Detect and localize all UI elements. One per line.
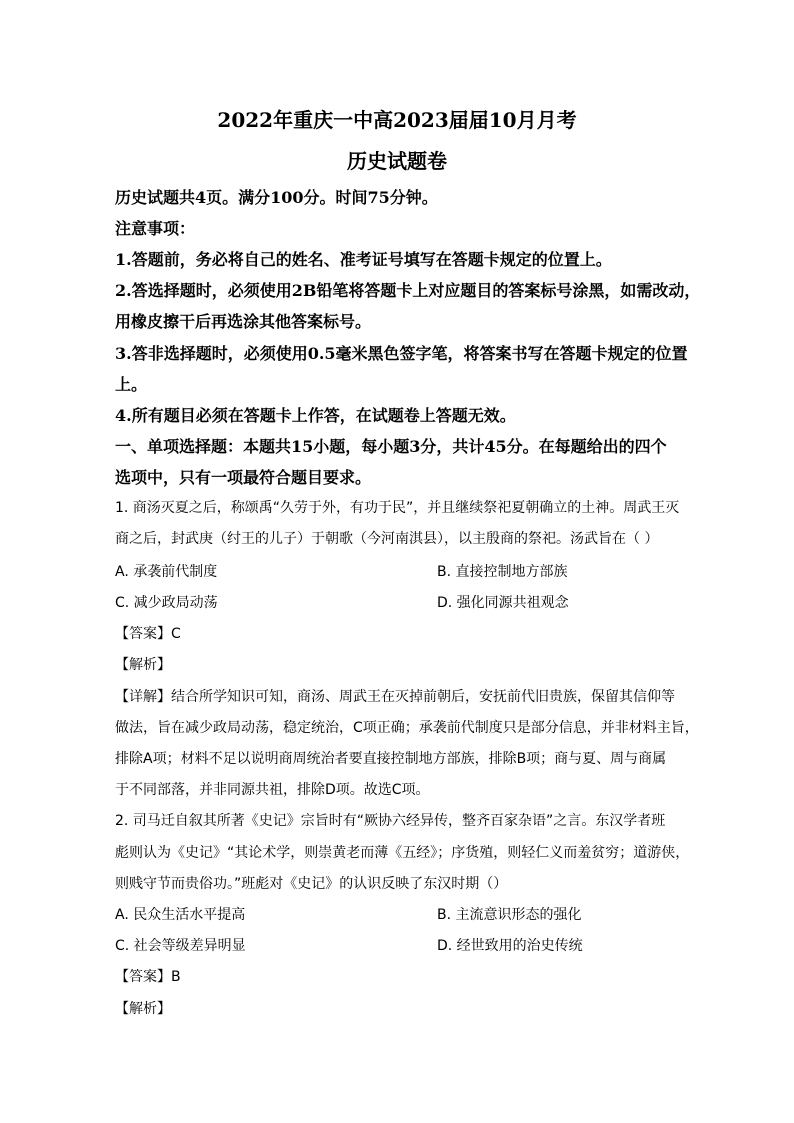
section-heading-line-1: 一、单项选择题：本题共15小题，每小题3分，共计45分。在每题给出的四个	[115, 437, 667, 456]
exam-subtitle: 历史试题卷	[347, 149, 447, 173]
q1-stem-line-1: 1. 商汤灭夏之后，称颂禹“久劳于外，有功于民”，并且继续祭祀夏朝确立的土神。周武王灭	[115, 500, 680, 516]
q1-detail-line-2: 做法，旨在减少政局动荡，稳定统治，C项正确；承袭前代制度只是部分信息，并非材料主旨，	[115, 720, 699, 736]
q1-stem-line-2: 商之后，封武庚（纣王的儿子）于朝歌（今河南淇县），以主殷商的祭祀。汤武旨在（ ）	[115, 531, 659, 547]
q1-option-a: A. 承袭前代制度	[115, 564, 218, 580]
exam-title: 2022年重庆一中高2023届届10月月考	[217, 108, 577, 132]
notes-heading: 注意事项：	[115, 219, 196, 238]
section-heading-line-2: 选项中，只有一项最符合题目要求。	[115, 468, 372, 487]
q1-detail-line-1: 【详解】结合所学知识可知，商汤、周武王在灭掉前朝后，安抚前代旧贵族，保留其信仰等	[115, 689, 675, 705]
q2-stem-line-1: 2. 司马迁自叙其所著《史记》宗旨时有“厥协六经异传，整齐百家杂语”之言。东汉学者班	[115, 813, 666, 829]
q2-option-a: A. 民众生活水平提高	[115, 907, 246, 923]
q1-detail-line-4: 于不同部落，并非同源共祖，排除D项。故选C项。	[115, 782, 430, 798]
q1-option-d: D. 强化同源共祖观念	[437, 595, 569, 611]
note-2-line-1: 2.答选择题时，必须使用2B铅笔将答题卡上对应题目的答案标号涂黑，如需改动，	[115, 281, 701, 300]
q2-option-b: B. 主流意识形态的强化	[437, 907, 582, 923]
note-1: 1.答题前，务必将自己的姓名、准考证号填写在答题卡规定的位置上。	[115, 250, 612, 269]
q1-option-b: B. 直接控制地方部族	[437, 564, 568, 580]
q1-option-c: C. 减少政局动荡	[115, 595, 218, 611]
q2-stem-line-3: 则贱守节而贵俗功。”班彪对《史记》的认识反映了东汉时期（）	[115, 876, 508, 892]
q2-analysis-label: 【解析】	[115, 1001, 171, 1017]
note-2-line-2: 用橡皮擦干后再选涂其他答案标号。	[115, 312, 372, 331]
q1-answer: 【答案】C	[115, 626, 181, 642]
q1-detail-line-3: 排除A项；材料不足以说明商周统治者要直接控制地方部族，排除B项；商与夏、周与商属	[115, 751, 667, 767]
exam-info: 历史试题共4页。满分100分。时间75分钟。	[115, 188, 438, 207]
q1-analysis-label: 【解析】	[115, 657, 171, 673]
note-4: 4.所有题目必须在答题卡上作答，在试题卷上答题无效。	[115, 406, 516, 425]
note-3-line-1: 3.答非选择题时，必须使用0.5毫米黑色签字笔，将答案书写在答题卡规定的位置	[115, 344, 688, 363]
q2-option-d: D. 经世致用的治史传统	[437, 938, 583, 954]
q2-answer: 【答案】B	[115, 969, 181, 985]
note-3-line-2: 上。	[115, 375, 148, 394]
q2-option-c: C. 社会等级差异明显	[115, 938, 246, 954]
q2-stem-line-2: 彪则认为《史记》“其论术学，则崇黄老而薄《五经》；序货殖，则轻仁义而羞贫穷；道游侠，	[115, 845, 690, 861]
